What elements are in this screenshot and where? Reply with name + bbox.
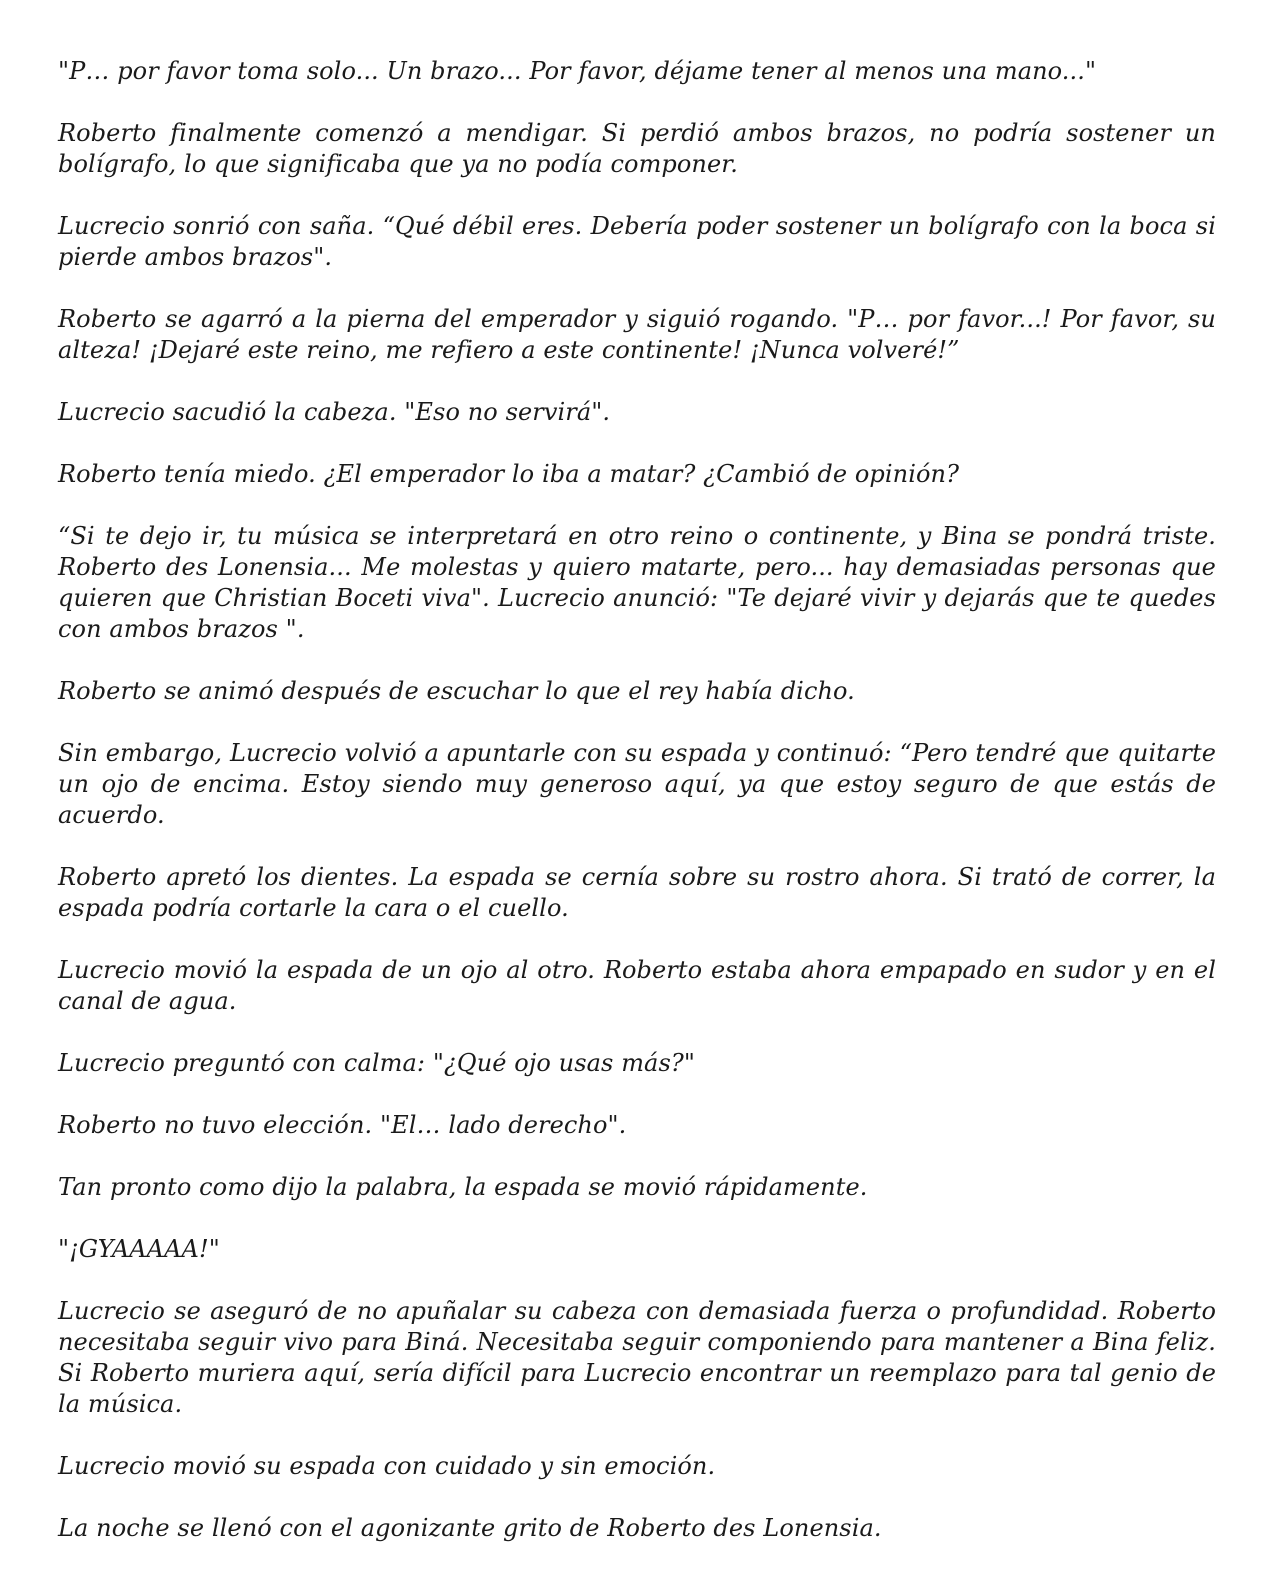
paragraph: Roberto no tuvo elección. "El… lado derecho". (58, 1111, 627, 1139)
paragraph: Lucrecio preguntó con calma: "¿Qué ojo usas más?" (58, 1049, 695, 1077)
paragraph: La noche se llenó con el agonizante grito de Roberto des Lonensia. (58, 1514, 882, 1542)
paragraph: "P… por favor toma solo... Un brazo... Por favor, déjame tener al menos una mano..." (58, 57, 1097, 85)
paragraph: Tan pronto como dijo la palabra, la espada se movió rápidamente. (58, 1173, 868, 1201)
paragraph: Lucrecio se aseguró de no apuñalar su cabeza con demasiada fuerza o profundidad. Roberto necesitaba seguir vivo para Biná. Necesitaba seguir componiendo para mantener a Bina feliz. Si Roberto muriera aquí, sería difícil para Lucrecio encontrar un reemplazo para tal genio de la música. (58, 1297, 1216, 1418)
paragraph: Lucrecio movió la espada de un ojo al otro. Roberto estaba ahora empapado en sudor y en el canal de agua. (58, 956, 1216, 1015)
paragraph: Roberto se animó después de escuchar lo que el rey había dicho. (58, 677, 855, 705)
paragraph: Sin embargo, Lucrecio volvió a apuntarle con su espada y continuó: “Pero tendré que quitarte un ojo de encima. Estoy siendo muy generoso aquí, ya que estoy seguro de que estás de acuerdo. (58, 739, 1216, 829)
paragraph: Lucrecio sacudió la cabeza. "Eso no servirá". (58, 398, 611, 426)
paragraph: “Si te dejo ir, tu música se interpretará en otro reino o continente, y Bina se pondrá triste. Roberto des Lonensia... Me molestas y quiero matarte, pero... hay demasiadas personas que quieren que Christian Boceti viva". Lucrecio anunció: "Te dejaré vivir y dejarás que te quedes con ambos brazos ". (58, 522, 1216, 643)
paragraph: Roberto finalmente comenzó a mendigar. Si perdió ambos brazos, no podría sostener un bolígrafo, lo que significaba que ya no podía componer. (58, 119, 1216, 178)
paragraph: "¡GYAAAAA!" (58, 1235, 220, 1263)
paragraph: Roberto apretó los dientes. La espada se cernía sobre su rostro ahora. Si trató de correr, la espada podría cortarle la cara o el cuello. (58, 863, 1216, 922)
paragraph: Lucrecio movió su espada con cuidado y sin emoción. (58, 1452, 716, 1480)
paragraph: Roberto se agarró a la pierna del emperador y siguió rogando. "P… por favor...! Por favor, su alteza! ¡Dejaré este reino, me refiero a este continente! ¡Nunca volveré!” (58, 305, 1216, 364)
paragraph: Roberto tenía miedo. ¿El emperador lo iba a matar? ¿Cambió de opinión? (58, 460, 960, 488)
paragraph: Lucrecio sonrió con saña. “Qué débil eres. Debería poder sostener un bolígrafo con la boca si pierde ambos brazos". (58, 212, 1216, 271)
